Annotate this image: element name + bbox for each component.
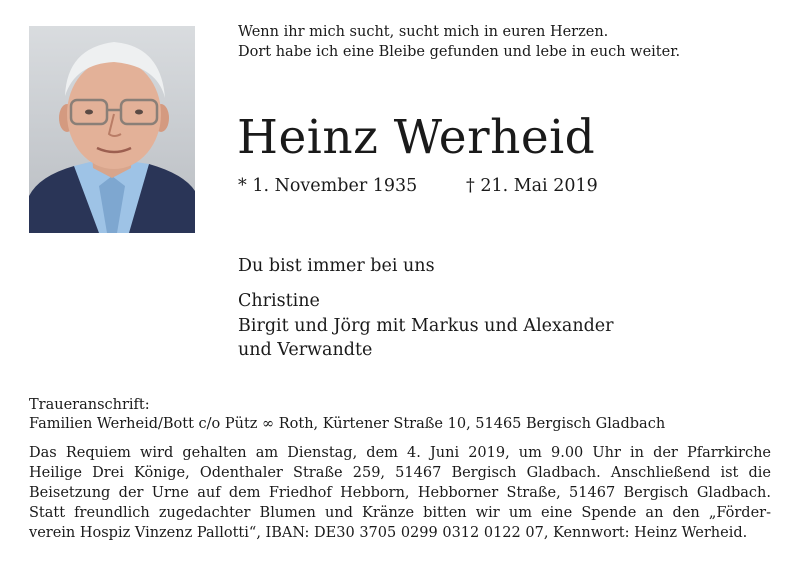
- funeral-notice: [29, 443, 771, 543]
- mourner-line: Birgit und Jörg mit Markus und Alexander: [238, 315, 614, 336]
- deceased-name: Heinz Werheid: [237, 110, 596, 165]
- life-dates: [238, 174, 598, 198]
- motto-line: Dort habe ich eine Bleibe gefunden und lebe in euch weiter.: [238, 44, 681, 60]
- motto-quote: [238, 22, 680, 62]
- address-value: Familien Werheid/Bott c/o Pütz ∞ Roth, Kürtener Straße 10, 51465 Bergisch Gladbach: [29, 416, 666, 432]
- motto-line: Wenn ihr mich sucht, sucht mich in euren Herzen.: [238, 24, 609, 40]
- notice-line: Heilige Drei Könige, Odenthaler Straße 259, 51467 Bergisch Gladbach. Anschließend ist die: [29, 465, 771, 481]
- death-date: † 21. Mai 2019: [466, 176, 598, 196]
- mourner-line: Christine: [238, 291, 320, 311]
- notice-line: Statt freundlich zugedachter Blumen und Kränze bitten wir um eine Spende an den „Förder-: [29, 505, 771, 521]
- address-label: Traueranschrift:: [29, 397, 150, 413]
- mourner-line: und Verwandte: [238, 340, 373, 360]
- birth-date: * 1. November 1935: [238, 176, 418, 196]
- closing-phrase: Du bist immer bei uns: [238, 256, 435, 276]
- notice-line: Beisetzung der Urne auf dem Friedhof Hebborn, Hebborner Straße, 51467 Bergisch Gladbach.: [29, 485, 771, 501]
- portrait-photo: [29, 26, 195, 233]
- mourning-address: [29, 396, 665, 434]
- notice-line: Das Requiem wird gehalten am Dienstag, dem 4. Juni 2019, um 9.00 Uhr in der Pfarrkirche: [29, 445, 771, 461]
- mourners-list: [238, 289, 614, 363]
- notice-line: verein Hospiz Vinzenz Pallotti“, IBAN: DE30 3705 0299 0312 0122 07, Kennwort: Heinz Werheid.: [29, 525, 748, 541]
